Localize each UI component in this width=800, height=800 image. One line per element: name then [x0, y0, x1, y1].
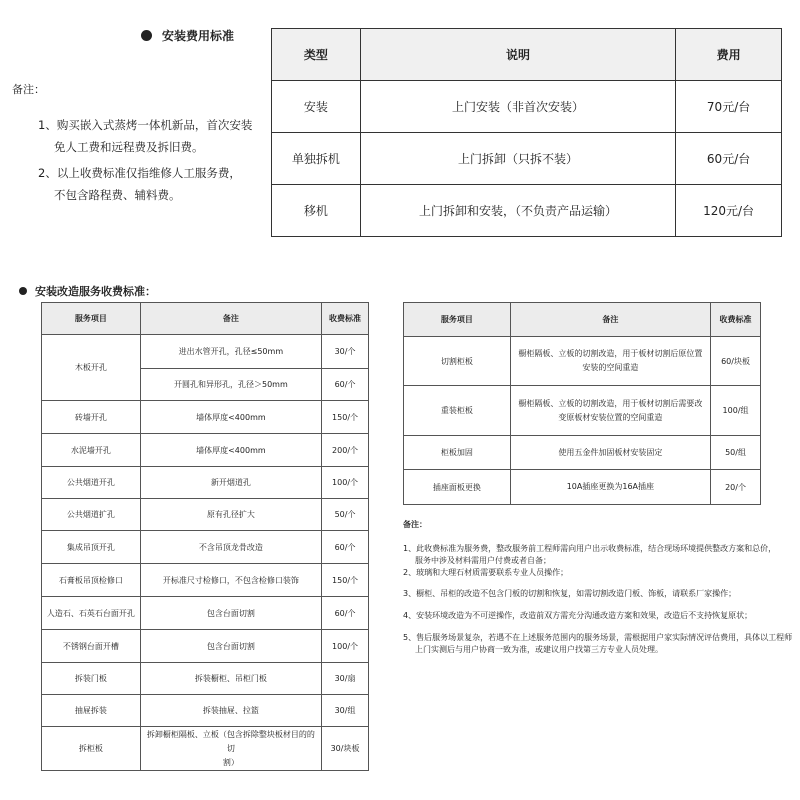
- table-row: 重装柜板 橱柜隔板、立板的切割改造，用于板材切割后需要改 变原板材安装位置的空间重造 100/组: [404, 386, 761, 436]
- table-row: 砖墙开孔 墙体厚度<400mm 150/个: [42, 401, 369, 434]
- notes-label: 备注：: [403, 520, 427, 529]
- table-row: 柜板加固 使用五金件加固板材安装固定 50/组: [404, 436, 761, 470]
- table-row: 公共烟道开孔 新开烟道孔 100/个: [42, 467, 369, 499]
- note-item-1: 1、此收费标准为服务费，整改服务前工程师需向用户出示收费标准，结合现场环境提供整改方案和总价， 服务中涉及材料需用户付费或者自备；: [403, 544, 777, 565]
- table-row: 移机 上门拆卸和安装，（不负责产品运输） 120元/台: [272, 185, 782, 237]
- section1-title: 安装费用标准: [162, 29, 235, 43]
- section2-heading: [19, 283, 156, 299]
- note-item-4: 4、安装环境改造为不可逆操作，改造前双方需充分沟通改造方案和效果，改造后不支持恢复原状；: [403, 611, 753, 620]
- column-header: 收费标准: [711, 303, 761, 337]
- table-header-row: [272, 29, 782, 81]
- table-row: 石膏板吊顶检修口 开标准尺寸检修口，不包含检修口装饰 150/个: [42, 564, 369, 597]
- bullet-dot-icon: [19, 287, 27, 295]
- column-header: 服务项目: [404, 303, 511, 337]
- column-header: 费用: [676, 29, 782, 81]
- column-header: 说明: [360, 29, 675, 81]
- bullet-dot-icon: [141, 30, 152, 41]
- table-header-row: [42, 303, 369, 335]
- table-row: 拆柜板 拆卸橱柜隔板、立板（包含拆除整块板材目的的切 割） 30/块板: [42, 727, 369, 771]
- section1-note-label: 备注：: [12, 83, 45, 96]
- table-row: 公共烟道扩孔 原有孔径扩大 50/个: [42, 499, 369, 531]
- column-header: 服务项目: [42, 303, 141, 335]
- table-row: 抽屉拆装 拆装抽屉、拉篮 30/组: [42, 695, 369, 727]
- table-row: 插座面板更换 10A插座更换为16A插座 20/个: [404, 470, 761, 505]
- table-row: 集成吊顶开孔 不含吊顶龙骨改造 60/个: [42, 531, 369, 564]
- column-header: 备注: [510, 303, 710, 337]
- column-header: 收费标准: [322, 303, 369, 335]
- note-item-5: 5、售后服务场景复杂，若遇不在上述服务范围内的服务场景，需根据用户家实际情况评估费用，具体以工程师 上门实测后与用户协商一致为准，或建议用户找第三方专业人员处理。: [403, 633, 793, 654]
- cabinet-fee-table: [403, 302, 761, 505]
- table-row: 人造石、石英石台面开孔 包含台面切割 60/个: [42, 597, 369, 630]
- table-row: 单独拆机 上门拆卸（只拆不装） 60元/台: [272, 133, 782, 185]
- column-header: 类型: [272, 29, 361, 81]
- note-item-3: 3、橱柜、吊柜的改造不包含门板的切割和恢复，如需切割改造门板、饰板，请联系厂家操作；: [403, 589, 737, 598]
- table-row: 木板开孔 进出水管开孔，孔径≤50mm 30/个: [42, 335, 369, 369]
- section1-note-2: 2、以上收费标准仅指维修人工服务费， 不包含路程费、辅料费。: [38, 166, 241, 202]
- section1-notes: [38, 114, 252, 206]
- table-row: 拆装门板 拆装橱柜、吊柜门板 30/扇: [42, 663, 369, 695]
- table-row: 开圆孔和异形孔，孔径＞50mm 60/个: [42, 369, 369, 401]
- section1-heading: [141, 27, 234, 44]
- section2-notes: [403, 519, 798, 659]
- table-row: 切割柜板 橱柜隔板、立板的切割改造，用于板材切割后原位置 安装的空间重造 60/块板: [404, 337, 761, 386]
- table-row: 不锈钢台面开槽 包含台面切割 100/个: [42, 630, 369, 663]
- renovation-fee-table: [41, 302, 369, 771]
- note-item-2: 2、玻璃和大理石材质需要联系专业人员操作；: [403, 568, 569, 577]
- section2-title: 安装改造服务收费标准：: [35, 285, 156, 298]
- table-header-row: [404, 303, 761, 337]
- column-header: 备注: [140, 303, 321, 335]
- table-row: 安装 上门安装（非首次安装） 70元/台: [272, 81, 782, 133]
- install-fee-table: [271, 28, 782, 237]
- section1-note-1: 1、购买嵌入式蒸烤一体机新品，首次安装 免人工费和远程费及拆旧费。: [38, 118, 253, 154]
- table-row: 水泥墙开孔 墙体厚度<400mm 200/个: [42, 434, 369, 467]
